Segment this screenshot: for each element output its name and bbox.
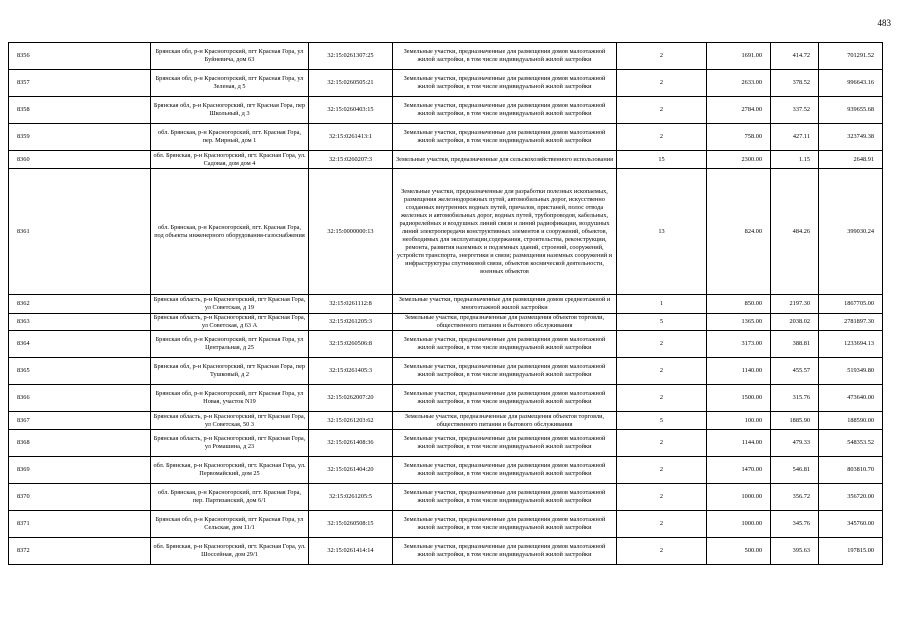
table-row xyxy=(9,457,883,484)
cadastral-number-cell: 32:15:0261414:14 xyxy=(309,538,393,565)
address-cell: обл. Брянская, р-н Красногорский, пгт. Красная Гора, ул. Садовая, дом дом 4 xyxy=(151,151,309,169)
table-row xyxy=(9,169,883,295)
area-cell: 824.00 xyxy=(707,169,771,295)
cadastral-value-cell: 519349.80 xyxy=(819,358,883,385)
cadastral-value-table xyxy=(8,42,883,565)
cadastral-number-cell: 32:15:0261203:62 xyxy=(309,412,393,430)
cadastral-number-cell: 32:15:0260505:21 xyxy=(309,70,393,97)
cadastral-number-cell: 32:15:0261404:20 xyxy=(309,457,393,484)
specific-value-cell: 2038.02 xyxy=(771,314,819,331)
address-cell: обл. Брянская, р-н Красногорский, пгт. Красная Гора, пер. Партизанский, дом 6/1 xyxy=(151,484,309,511)
row-number-cell: 8367 xyxy=(9,412,151,430)
table-row xyxy=(9,430,883,457)
address-cell: Брянская обл, р-н Красногорский, пгт Красная Гора, ул Сельская, дом 11/1 xyxy=(151,511,309,538)
group-cell: 2 xyxy=(617,97,707,124)
address-cell: Брянская область, р-н Красногорский, пгт Красная Гора, ул Ромашина, д 23 xyxy=(151,430,309,457)
specific-value-cell: 479.33 xyxy=(771,430,819,457)
specific-value-cell: 455.57 xyxy=(771,358,819,385)
specific-value-cell: 315.76 xyxy=(771,385,819,412)
land-use-cell: Земельные участки, предназначенные для размещения домов малоэтажной жилой застройки, в том числе индивидуальной жилой застройки xyxy=(393,385,617,412)
area-cell: 758.00 xyxy=(707,124,771,151)
table-row xyxy=(9,538,883,565)
row-number-cell: 8368 xyxy=(9,430,151,457)
table-row xyxy=(9,314,883,331)
row-number-cell: 8370 xyxy=(9,484,151,511)
group-cell: 2 xyxy=(617,331,707,358)
group-cell: 2 xyxy=(617,70,707,97)
cadastral-value-cell: 1867705.00 xyxy=(819,295,883,314)
land-use-cell: Земельные участки, предназначенные для размещения домов среднеэтажной и многоэтажной жилой застройки xyxy=(393,295,617,314)
cadastral-number-cell: 32:15:0260508:15 xyxy=(309,511,393,538)
address-cell: обл. Брянская, р-н Красногорский, пгт. Красная Гора, ул. Первомайский, дом 25 xyxy=(151,457,309,484)
row-number-cell: 8372 xyxy=(9,538,151,565)
land-use-cell: Земельные участки, предназначенные для размещения домов малоэтажной жилой застройки, в том числе индивидуальной жилой застройки xyxy=(393,511,617,538)
cadastral-number-cell: 32:15:0260403:15 xyxy=(309,97,393,124)
cadastral-number-cell: 32:15:0261112:8 xyxy=(309,295,393,314)
table-row xyxy=(9,43,883,70)
group-cell: 2 xyxy=(617,385,707,412)
area-cell: 500.00 xyxy=(707,538,771,565)
area-cell: 2784.00 xyxy=(707,97,771,124)
address-cell: обл. Брянская, р-н Красногорский, пгт. Красная Гора, под объекты инженерного оборудования-газоснабжения xyxy=(151,169,309,295)
cadastral-number-cell: 32:15:0261205:3 xyxy=(309,314,393,331)
table-row xyxy=(9,511,883,538)
row-number-cell: 8360 xyxy=(9,151,151,169)
specific-value-cell: 1.15 xyxy=(771,151,819,169)
area-cell: 1000.00 xyxy=(707,484,771,511)
cadastral-number-cell: 32:15:0261413:1 xyxy=(309,124,393,151)
land-use-cell: Земельные участки, предназначенные для размещения домов малоэтажной жилой застройки, в том числе индивидуальной жилой застройки xyxy=(393,331,617,358)
cadastral-number-cell: 32:15:0261307:25 xyxy=(309,43,393,70)
land-use-cell: Земельные участки, предназначенные для размещения домов малоэтажной жилой застройки, в том числе индивидуальной жилой застройки xyxy=(393,358,617,385)
area-cell: 1470.00 xyxy=(707,457,771,484)
group-cell: 2 xyxy=(617,457,707,484)
area-cell: 2300.00 xyxy=(707,151,771,169)
cadastral-value-cell: 197815.00 xyxy=(819,538,883,565)
cadastral-number-cell: 32:15:0260506:8 xyxy=(309,331,393,358)
address-cell: Брянская обл, р-н Красногорский, пгт Красная Гора, ул Центральная, д 25 xyxy=(151,331,309,358)
area-cell: 850.00 xyxy=(707,295,771,314)
specific-value-cell: 546.81 xyxy=(771,457,819,484)
cadastral-value-cell: 473640.00 xyxy=(819,385,883,412)
cadastral-value-cell: 1233694.13 xyxy=(819,331,883,358)
cadastral-value-cell: 345760.00 xyxy=(819,511,883,538)
row-number-cell: 8369 xyxy=(9,457,151,484)
area-cell: 1144.00 xyxy=(707,430,771,457)
cadastral-value-cell: 2648.91 xyxy=(819,151,883,169)
address-cell: Брянская область, р-н Красногорский, пгт Красная Гора, ул Советская, д 19 xyxy=(151,295,309,314)
group-cell: 1 xyxy=(617,295,707,314)
land-use-cell: Земельные участки, предназначенные для размещения домов малоэтажной жилой застройки, в том числе индивидуальной жилой застройки xyxy=(393,124,617,151)
row-number-cell: 8362 xyxy=(9,295,151,314)
specific-value-cell: 395.63 xyxy=(771,538,819,565)
group-cell: 2 xyxy=(617,484,707,511)
cadastral-value-cell: 701291.52 xyxy=(819,43,883,70)
group-cell: 2 xyxy=(617,124,707,151)
row-number-cell: 8361 xyxy=(9,169,151,295)
row-number-cell: 8364 xyxy=(9,331,151,358)
group-cell: 2 xyxy=(617,43,707,70)
land-use-cell: Земельные участки, предназначенные для сельскохозяйственного использования xyxy=(393,151,617,169)
row-number-cell: 8365 xyxy=(9,358,151,385)
address-cell: Брянская обл, р-н Красногорский, пгт Красная Гора, ул Буйневича, дом 63 xyxy=(151,43,309,70)
table-row xyxy=(9,295,883,314)
table-row xyxy=(9,385,883,412)
row-number-cell: 8358 xyxy=(9,97,151,124)
table-row xyxy=(9,97,883,124)
area-cell: 1500.00 xyxy=(707,385,771,412)
table-row xyxy=(9,151,883,169)
group-cell: 5 xyxy=(617,412,707,430)
area-cell: 2633.00 xyxy=(707,70,771,97)
address-cell: Брянская обл, р-н Красногорский, пгт Красная Гора, пер Тушковый, д 2 xyxy=(151,358,309,385)
address-cell: Брянская обл, р-н Красногорский, пгт Красная Гора, ул Новая, участок N19 xyxy=(151,385,309,412)
land-use-cell: Земельные участки, предназначенные для размещения домов малоэтажной жилой застройки, в том числе индивидуальной жилой застройки xyxy=(393,538,617,565)
group-cell: 2 xyxy=(617,511,707,538)
land-use-cell: Земельные участки, предназначенные для размещения домов малоэтажной жилой застройки, в том числе индивидуальной жилой застройки xyxy=(393,70,617,97)
land-use-cell: Земельные участки, предназначенные для размещения домов малоэтажной жилой застройки, в том числе индивидуальной жилой застройки xyxy=(393,430,617,457)
land-use-cell: Земельные участки, предназначенные для размещения домов малоэтажной жилой застройки, в том числе индивидуальной жилой застройки xyxy=(393,484,617,511)
row-number-cell: 8357 xyxy=(9,70,151,97)
group-cell: 5 xyxy=(617,314,707,331)
area-cell: 100.00 xyxy=(707,412,771,430)
table-row xyxy=(9,412,883,430)
address-cell: Брянская обл, р-н Красногорский, пгт Красная Гора, ул Зеленая, д 5 xyxy=(151,70,309,97)
area-cell: 1140.00 xyxy=(707,358,771,385)
specific-value-cell: 2197.30 xyxy=(771,295,819,314)
cadastral-value-cell: 2781897.30 xyxy=(819,314,883,331)
land-use-cell: Земельные участки, предназначенные для размещения объектов торговли, общественного питания и бытового обслуживания xyxy=(393,412,617,430)
table-row xyxy=(9,331,883,358)
table-row xyxy=(9,70,883,97)
cadastral-number-cell: 32:15:0261405:3 xyxy=(309,358,393,385)
specific-value-cell: 484.26 xyxy=(771,169,819,295)
page-number: 483 xyxy=(877,18,891,28)
land-use-cell: Земельные участки, предназначенные для разработки полезных ископаемых, размещения железнодорожных путей, автомобильных дорог, искусственно созданных внутренних водных путей, причалов, пристаней, полос отвода железных и автомобильных дорог, водных путей, трубопроводов, кабельных, радиорелейных и воздушных линий связи и линий радиофикации, воздушных линий электропередачи конструктивных элементов и сооружений, объектов, необходимых для эксплуатации,содержания, строительства, реконструкции, ремонта, развития наземных и подземных зданий, строений, сооружений, устройств транспорта, энергетики и связи; размещения наземных сооружений и инфраструктуры спутниковой связи, объектов космической деятельности, военных объектов xyxy=(393,169,617,295)
cadastral-number-cell: 32:15:0260207:3 xyxy=(309,151,393,169)
group-cell: 2 xyxy=(617,430,707,457)
cadastral-value-cell: 548353.52 xyxy=(819,430,883,457)
address-cell: Брянская область, р-н Красногорский, пгт Красная Гора, ул Советская, 50 3 xyxy=(151,412,309,430)
table-row xyxy=(9,124,883,151)
area-cell: 3173.00 xyxy=(707,331,771,358)
land-use-cell: Земельные участки, предназначенные для размещения объектов торговли, общественного питания и бытового обслуживания xyxy=(393,314,617,331)
address-cell: обл. Брянская, р-н Красногорский, пгт. Красная Гора, ул. Шоссейная, дом 29/1 xyxy=(151,538,309,565)
row-number-cell: 8366 xyxy=(9,385,151,412)
table-row xyxy=(9,358,883,385)
cadastral-value-cell: 323749.38 xyxy=(819,124,883,151)
group-cell: 13 xyxy=(617,169,707,295)
area-cell: 1365.00 xyxy=(707,314,771,331)
specific-value-cell: 1885.90 xyxy=(771,412,819,430)
address-cell: Брянская обл, р-н Красногорский, пгт Красная Гора, пер Школьный, д 3 xyxy=(151,97,309,124)
specific-value-cell: 388.81 xyxy=(771,331,819,358)
specific-value-cell: 378.52 xyxy=(771,70,819,97)
address-cell: обл. Брянская, р-н Красногорский, пгт. Красная Гора, пер. Мирный, дом 1 xyxy=(151,124,309,151)
row-number-cell: 8359 xyxy=(9,124,151,151)
row-number-cell: 8371 xyxy=(9,511,151,538)
specific-value-cell: 427.11 xyxy=(771,124,819,151)
row-number-cell: 8363 xyxy=(9,314,151,331)
cadastral-number-cell: 32:15:0261205:5 xyxy=(309,484,393,511)
specific-value-cell: 337.52 xyxy=(771,97,819,124)
group-cell: 2 xyxy=(617,538,707,565)
cadastral-value-cell: 356720.00 xyxy=(819,484,883,511)
cadastral-value-cell: 188590.00 xyxy=(819,412,883,430)
area-cell: 1000.00 xyxy=(707,511,771,538)
row-number-cell: 8356 xyxy=(9,43,151,70)
cadastral-value-cell: 939655.68 xyxy=(819,97,883,124)
area-cell: 1691.00 xyxy=(707,43,771,70)
group-cell: 2 xyxy=(617,358,707,385)
cadastral-value-cell: 803810.70 xyxy=(819,457,883,484)
group-cell: 15 xyxy=(617,151,707,169)
cadastral-number-cell: 32:15:0261408:36 xyxy=(309,430,393,457)
cadastral-value-cell: 996643.16 xyxy=(819,70,883,97)
land-use-cell: Земельные участки, предназначенные для размещения домов малоэтажной жилой застройки, в том числе индивидуальной жилой застройки xyxy=(393,43,617,70)
address-cell: Брянская область, р-н Красногорский, пгт Красная Гора, ул Советская, д 63 А xyxy=(151,314,309,331)
land-use-cell: Земельные участки, предназначенные для размещения домов малоэтажной жилой застройки, в том числе индивидуальной жилой застройки xyxy=(393,457,617,484)
specific-value-cell: 414.72 xyxy=(771,43,819,70)
cadastral-value-cell: 399030.24 xyxy=(819,169,883,295)
table-row xyxy=(9,484,883,511)
land-use-cell: Земельные участки, предназначенные для размещения домов малоэтажной жилой застройки, в том числе индивидуальной жилой застройки xyxy=(393,97,617,124)
cadastral-number-cell: 32:15:0262007:20 xyxy=(309,385,393,412)
specific-value-cell: 356.72 xyxy=(771,484,819,511)
cadastral-number-cell: 32:15:0000000:13 xyxy=(309,169,393,295)
specific-value-cell: 345.76 xyxy=(771,511,819,538)
